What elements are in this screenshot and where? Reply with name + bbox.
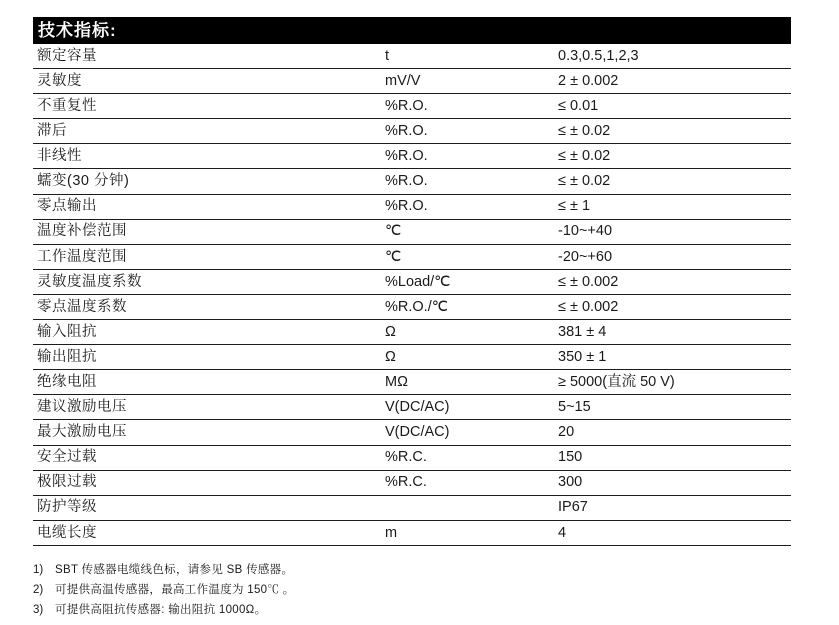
unit-cell: %R.C. — [385, 474, 427, 491]
parameter-cell: 额定容量 — [37, 47, 97, 64]
parameter-cell: 工作温度范围 — [37, 248, 127, 265]
parameter-cell: 蠕变(30 分钟) — [37, 173, 130, 190]
table-row — [33, 370, 791, 395]
footnote-line — [33, 580, 791, 600]
table-row — [33, 270, 791, 295]
value-cell: ≤ ± 0.02 — [558, 173, 611, 190]
section-title: 技术指标: — [38, 21, 117, 40]
table-row — [33, 144, 791, 169]
table-row — [33, 496, 791, 521]
parameter-cell: 输入阻抗 — [37, 323, 97, 340]
unit-cell: %R.O. — [385, 97, 428, 114]
unit-cell: %R.O. — [385, 198, 428, 215]
parameter-cell: 零点输出 — [37, 198, 97, 215]
unit-cell: %R.O. — [385, 123, 428, 140]
value-cell: ≤ ± 0.02 — [558, 148, 611, 165]
table-row — [33, 446, 791, 471]
table-row — [33, 119, 791, 144]
unit-cell: V(DC/AC) — [385, 399, 450, 416]
footnote-line — [33, 600, 791, 620]
parameter-cell: 滞后 — [37, 123, 67, 140]
value-cell: 300 — [558, 474, 583, 491]
footnote-text: SBT 传感器电缆线色标，请参见 SB 传感器。 — [55, 564, 294, 576]
value-cell: ≤ 0.01 — [558, 97, 599, 114]
footnote-number: 3) — [33, 604, 44, 616]
value-cell: -10~+40 — [558, 223, 613, 240]
unit-cell: t — [385, 47, 390, 64]
parameter-cell: 安全过载 — [37, 449, 97, 466]
table-row — [33, 471, 791, 496]
table-row — [33, 69, 791, 94]
unit-cell: Ω — [385, 323, 396, 340]
parameter-cell: 最大激励电压 — [37, 424, 127, 441]
table-row — [33, 94, 791, 119]
section-header-bar — [33, 17, 791, 44]
table-row — [33, 420, 791, 445]
parameter-cell: 极限过载 — [37, 474, 97, 491]
value-cell: ≤ ± 0.002 — [558, 273, 619, 290]
parameter-cell: 建议激励电压 — [37, 399, 127, 416]
value-cell: 4 — [558, 524, 567, 541]
unit-cell: %R.C. — [385, 449, 427, 466]
footnotes — [33, 560, 791, 620]
spec-table — [33, 44, 791, 546]
value-cell: ≥ 5000(直流 50 V) — [558, 374, 675, 391]
unit-cell: %R.O./℃ — [385, 298, 449, 315]
value-cell: 20 — [558, 424, 575, 441]
unit-cell: ℃ — [385, 248, 402, 265]
table-row — [33, 169, 791, 194]
parameter-cell: 零点温度系数 — [37, 298, 127, 315]
value-cell: ≤ ± 0.002 — [558, 298, 619, 315]
footnote-number: 2) — [33, 584, 44, 596]
table-row — [33, 395, 791, 420]
parameter-cell: 绝缘电阻 — [37, 374, 97, 391]
value-cell: 5~15 — [558, 399, 591, 416]
table-row — [33, 521, 791, 546]
unit-cell: %Load/℃ — [385, 273, 451, 290]
unit-cell: %R.O. — [385, 148, 428, 165]
unit-cell: Ω — [385, 348, 396, 365]
parameter-cell: 灵敏度温度系数 — [37, 273, 142, 290]
unit-cell: V(DC/AC) — [385, 424, 450, 441]
parameter-cell: 电缆长度 — [37, 524, 97, 541]
table-row — [33, 195, 791, 220]
table-row — [33, 345, 791, 370]
value-cell: -20~+60 — [558, 248, 613, 265]
value-cell: 381 ± 4 — [558, 323, 607, 340]
unit-cell: ℃ — [385, 223, 402, 240]
unit-cell: MΩ — [385, 374, 408, 391]
value-cell: 150 — [558, 449, 583, 466]
unit-cell: %R.O. — [385, 173, 428, 190]
table-row — [33, 245, 791, 270]
value-cell: 2 ± 0.002 — [558, 72, 619, 89]
parameter-cell: 温度补偿范围 — [37, 223, 127, 240]
table-row — [33, 44, 791, 69]
table-row — [33, 220, 791, 245]
footnote-number: 1) — [33, 564, 44, 576]
parameter-cell: 灵敏度 — [37, 72, 82, 89]
parameter-cell: 防护等级 — [37, 499, 97, 516]
value-cell: ≤ ± 0.02 — [558, 123, 611, 140]
table-row — [33, 295, 791, 320]
table-row — [33, 320, 791, 345]
footnote-text: 可提供高阻抗传感器: 输出阻抗 1000Ω。 — [55, 604, 267, 616]
value-cell: 0.3,0.5,1,2,3 — [558, 47, 639, 64]
value-cell: 350 ± 1 — [558, 348, 607, 365]
unit-cell: m — [385, 524, 398, 541]
unit-cell: mV/V — [385, 72, 421, 89]
value-cell: IP67 — [558, 499, 588, 516]
value-cell: ≤ ± 1 — [558, 198, 591, 215]
parameter-cell: 输出阻抗 — [37, 348, 97, 365]
footnote-line — [33, 560, 791, 580]
footnote-text: 可提供高温传感器，最高工作温度为 150℃ 。 — [55, 584, 295, 596]
parameter-cell: 不重复性 — [37, 97, 97, 114]
parameter-cell: 非线性 — [37, 148, 82, 165]
